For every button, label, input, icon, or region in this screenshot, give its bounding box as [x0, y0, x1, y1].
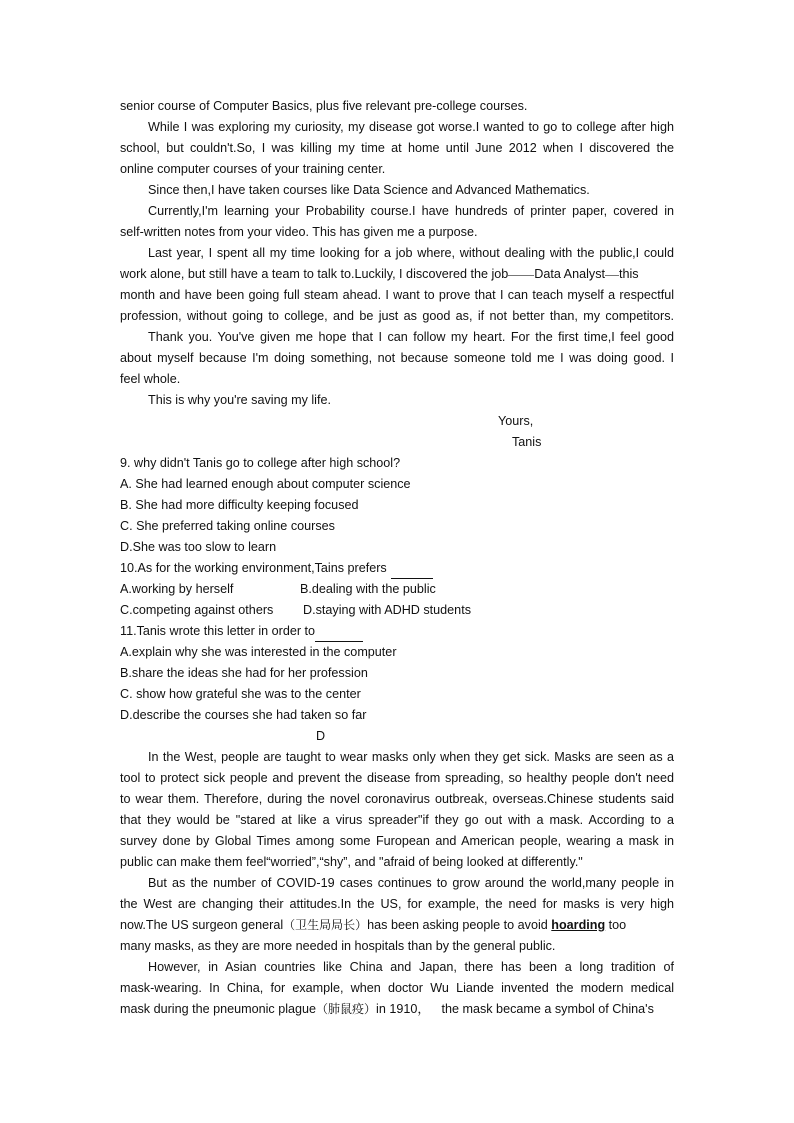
question-10-option-c: C.competing against others: [120, 603, 274, 617]
passage-line-plague: [120, 999, 674, 1020]
letter-line: self-written notes from your video. This has given me a purpose.: [120, 225, 478, 239]
passage-line: to wear them. Therefore, during the novel coronavirus outbreak, overseas.Chinese students said: [120, 792, 674, 806]
question-9-option-d: D.She was too slow to learn: [120, 540, 277, 554]
letter-line: month and have been going full steam ahead. I want to prove that I can teach myself a respectful: [120, 288, 674, 302]
chinese-gloss: （卫生局局长）: [283, 918, 368, 932]
question-11-option-d: D.describe the courses she had taken so far: [120, 708, 367, 722]
passage-line: tool to protect sick people and prevent the disease from spreading, so healthy people don't need: [120, 771, 674, 785]
question-10-options-row: [120, 600, 674, 621]
passage-text: has been asking people to avoid: [367, 918, 548, 932]
answer-blank: [315, 627, 363, 642]
passage-line: that they would be "stared at like a virus spreader"if they go out with a mask. According to a: [120, 813, 674, 827]
letter-line: While I was exploring my curiosity, my disease got worse.I wanted to go to college after high: [148, 120, 674, 134]
letter-line: about myself because I'm doing something, not because someone told me I was doing good. I: [120, 351, 674, 365]
passage-line: In the West, people are taught to wear masks only when they get sick. Masks are seen as a: [148, 750, 674, 764]
letter-signature: Tanis: [512, 435, 542, 449]
letter-line: Last year, I spent all my time looking for a job where, without dealing with the public,I could: [148, 246, 674, 260]
passage-line: mask-wearing. In China, for example, when doctor Wu Liande invented the modern medical: [120, 981, 674, 995]
job-title: Data Analyst: [534, 267, 605, 281]
letter-line-text: work alone, but still have a team to talk to.Luckily, I discovered the job: [120, 267, 509, 281]
letter-line-job: [120, 264, 674, 285]
letter-line: This is why you're saving my life.: [148, 393, 331, 407]
answer-blank: [391, 564, 433, 579]
question-9-option-a: A. She had learned enough about computer science: [120, 477, 411, 491]
letter-line: profession, without going to college, and be just as good as, if not better than, my competitors.: [120, 309, 674, 323]
passage-line: But as the number of COVID-19 cases continues to grow around the world,many people in: [148, 876, 674, 890]
letter-line: feel whole.: [120, 372, 181, 386]
passage-line: survey done by Global Times among some Furopean and American people, wearing a mask in: [120, 834, 674, 848]
question-11-option-b: B.share the ideas she had for her profession: [120, 666, 368, 680]
passage-line: However, in Asian countries like China and Japan, there has been a long tradition of: [148, 960, 674, 974]
passage-text: the mask became a symbol of China's: [441, 1002, 654, 1016]
passage-line-hoarding: [120, 915, 674, 936]
passage-text: now.The US surgeon general: [120, 918, 284, 932]
question-9-option-b: B. She had more difficulty keeping focused: [120, 498, 359, 512]
question-10-option-a: A.working by herself: [120, 582, 234, 596]
question-9-option-c: C. She preferred taking online courses: [120, 519, 335, 533]
letter-line: Since then,I have taken courses like Data Science and Advanced Mathematics.: [148, 183, 590, 197]
question-10-stem: 10.As for the working environment,Tains prefers: [120, 561, 387, 575]
question-11-option-a: A.explain why she was interested in the computer: [120, 645, 397, 659]
question-9-stem: 9. why didn't Tanis go to college after high school?: [120, 456, 401, 470]
letter-line: Currently,I'm learning your Probability course.I have hundreds of printer paper, covered in: [148, 204, 674, 218]
passage-text: too: [608, 918, 627, 932]
question-11-stem: 11.Tanis wrote this letter in order to: [120, 624, 316, 638]
passage-text: mask during the pneumonic plague: [120, 1002, 317, 1016]
passage-line: many masks, as they are more needed in hospitals than by the general public.: [120, 939, 556, 953]
section-d-heading: D: [316, 729, 326, 743]
letter-line: Thank you. You've given me hope that I can follow my heart. For the first time,I feel good: [148, 330, 674, 344]
em-dash: [605, 264, 619, 276]
letter-line-text: this: [619, 267, 639, 281]
passage-text: in 1910，: [376, 1002, 430, 1016]
em-dash: [508, 264, 534, 276]
letter-line: senior course of Computer Basics, plus five relevant pre-college courses.: [120, 99, 528, 113]
passage-line: public can make them feel“worried”,“shy”, and "afraid of being looked at differently.": [120, 855, 583, 869]
question-10: [120, 558, 433, 579]
question-10-option-d: D.staying with ADHD students: [303, 603, 471, 617]
chinese-gloss: （肺鼠疫）: [316, 1002, 377, 1016]
letter-line: online computer courses of your training center.: [120, 162, 386, 176]
question-10-options-row: [120, 579, 674, 600]
question-11-option-c: C. show how grateful she was to the center: [120, 687, 361, 701]
underlined-word-hoarding: hoarding: [551, 918, 606, 932]
question-10-option-b: B.dealing with the public: [300, 582, 436, 596]
passage-line: the West are changing their attitudes.In the US, for example, the need for masks is very high: [120, 897, 674, 911]
question-11: [120, 621, 363, 642]
letter-line: school, but couldn't.So, I was killing my time at home until June 2012 when I discovered the: [120, 141, 674, 155]
letter-closing: Yours,: [498, 414, 534, 428]
